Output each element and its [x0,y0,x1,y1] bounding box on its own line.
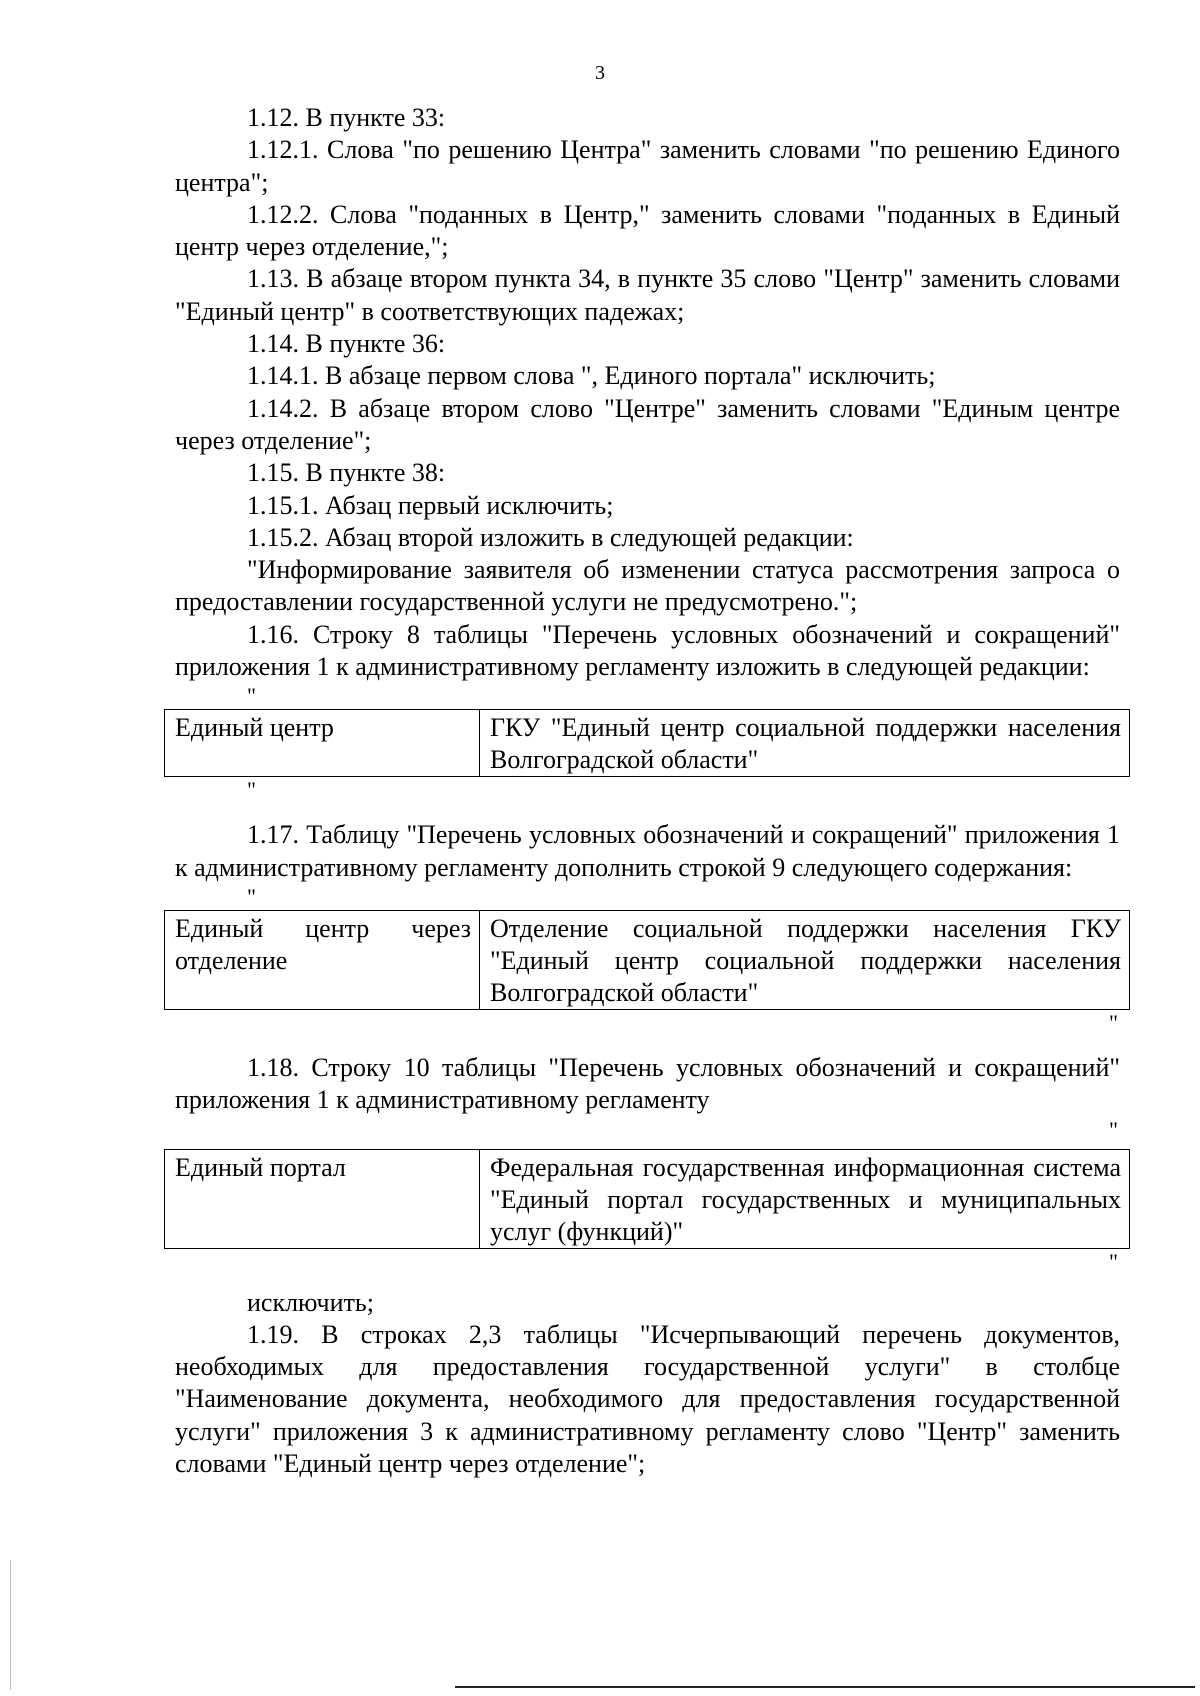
page-number: 3 [595,62,605,84]
paragraph: 1.15.1. Абзац первый исключить; [247,490,614,520]
table-definition: Отделение социальной поддержки населения ГКУ "Единый центр социальной поддержки населения Волгоградской области" [480,910,1130,1009]
quote-close-2: " [1109,1009,1118,1035]
table-term: Единый центр [165,710,480,777]
table-definition: Федеральная государственная информационная система "Единый портал государственных и муниципальных услуг (функций)" [480,1149,1130,1248]
quote-open-1: " [247,683,256,709]
paragraph: 1.15. В пункте 38: [247,458,446,488]
document-body [175,102,1120,1480]
paragraph: 1.14. В пункте 36: [247,329,446,359]
bottom-border [455,1686,1195,1688]
quote-open-3: " [1109,1116,1118,1142]
paragraph: 1.13. В абзаце втором пункта 34, в пункте 35 слово "Центр" заменить словами "Единый центр" в соответствующих падежах; [175,264,1120,326]
table-row-10 [164,1149,1130,1249]
paragraph-1-17: 1.17. Таблицу "Перечень условных обозначений и сокращений" приложения 1 к административному регламенту дополнить строкой 9 следующего содержания: [175,820,1120,882]
paragraph: 1.16. Строку 8 таблицы "Перечень условных обозначений и сокращений" приложения 1 к административному регламенту изложить в следующей редакции: [175,619,1120,682]
paragraph: 1.12.1. Слова "по решению Центра" заменить словами "по решению Единого центра"; [175,135,1120,197]
quote-open-2: " [247,883,256,909]
paragraph-1-19: 1.19. В строках 2,3 таблицы "Исчерпывающий перечень документов, необходимых для предоставления государственной услуги" в столбце "Наименование документа, необходимого для предоставления государственной услуги" приложения 3 к административному регламенту слово "Центр" заменить словами "Единый центр через отделение"; [175,1319,1120,1479]
paragraph: 1.14.2. В абзаце втором слово "Центре" заменить словами "Единым центре через отделение"; [175,393,1120,455]
scan-edge [10,1560,11,1690]
table-row-9 [164,910,1130,1010]
table-definition: ГКУ "Единый центр социальной поддержки населения Волгоградской области" [480,710,1130,777]
paragraph-exclude: исключить; [247,1287,374,1317]
table-term: Единый портал [165,1149,480,1248]
table-row-8 [164,709,1130,777]
paragraph: 1.12. В пункте 33: [247,103,446,132]
quote-close-1: " [247,777,256,803]
table-term: Единый центр через отделение [165,910,480,1009]
paragraph-group [175,102,1120,683]
paragraph-1-18: 1.18. Строку 10 таблицы "Перечень условных обозначений и сокращений" приложения 1 к административному регламенту [175,1052,1120,1115]
paragraph: 1.14.1. В абзаце первом слова ", Единого портала" исключить; [247,361,936,391]
paragraph: "Информирование заявителя об изменении статуса рассмотрения запроса о предоставлении государственной услуги не предусмотрено."; [175,555,1120,617]
paragraph: 1.15.2. Абзац второй изложить в следующей редакции: [247,522,854,552]
paragraph: 1.12.2. Слова "поданных в Центр," заменить словами "поданных в Единый центр через отделение,"; [175,199,1120,262]
quote-close-3: " [1109,1248,1118,1274]
